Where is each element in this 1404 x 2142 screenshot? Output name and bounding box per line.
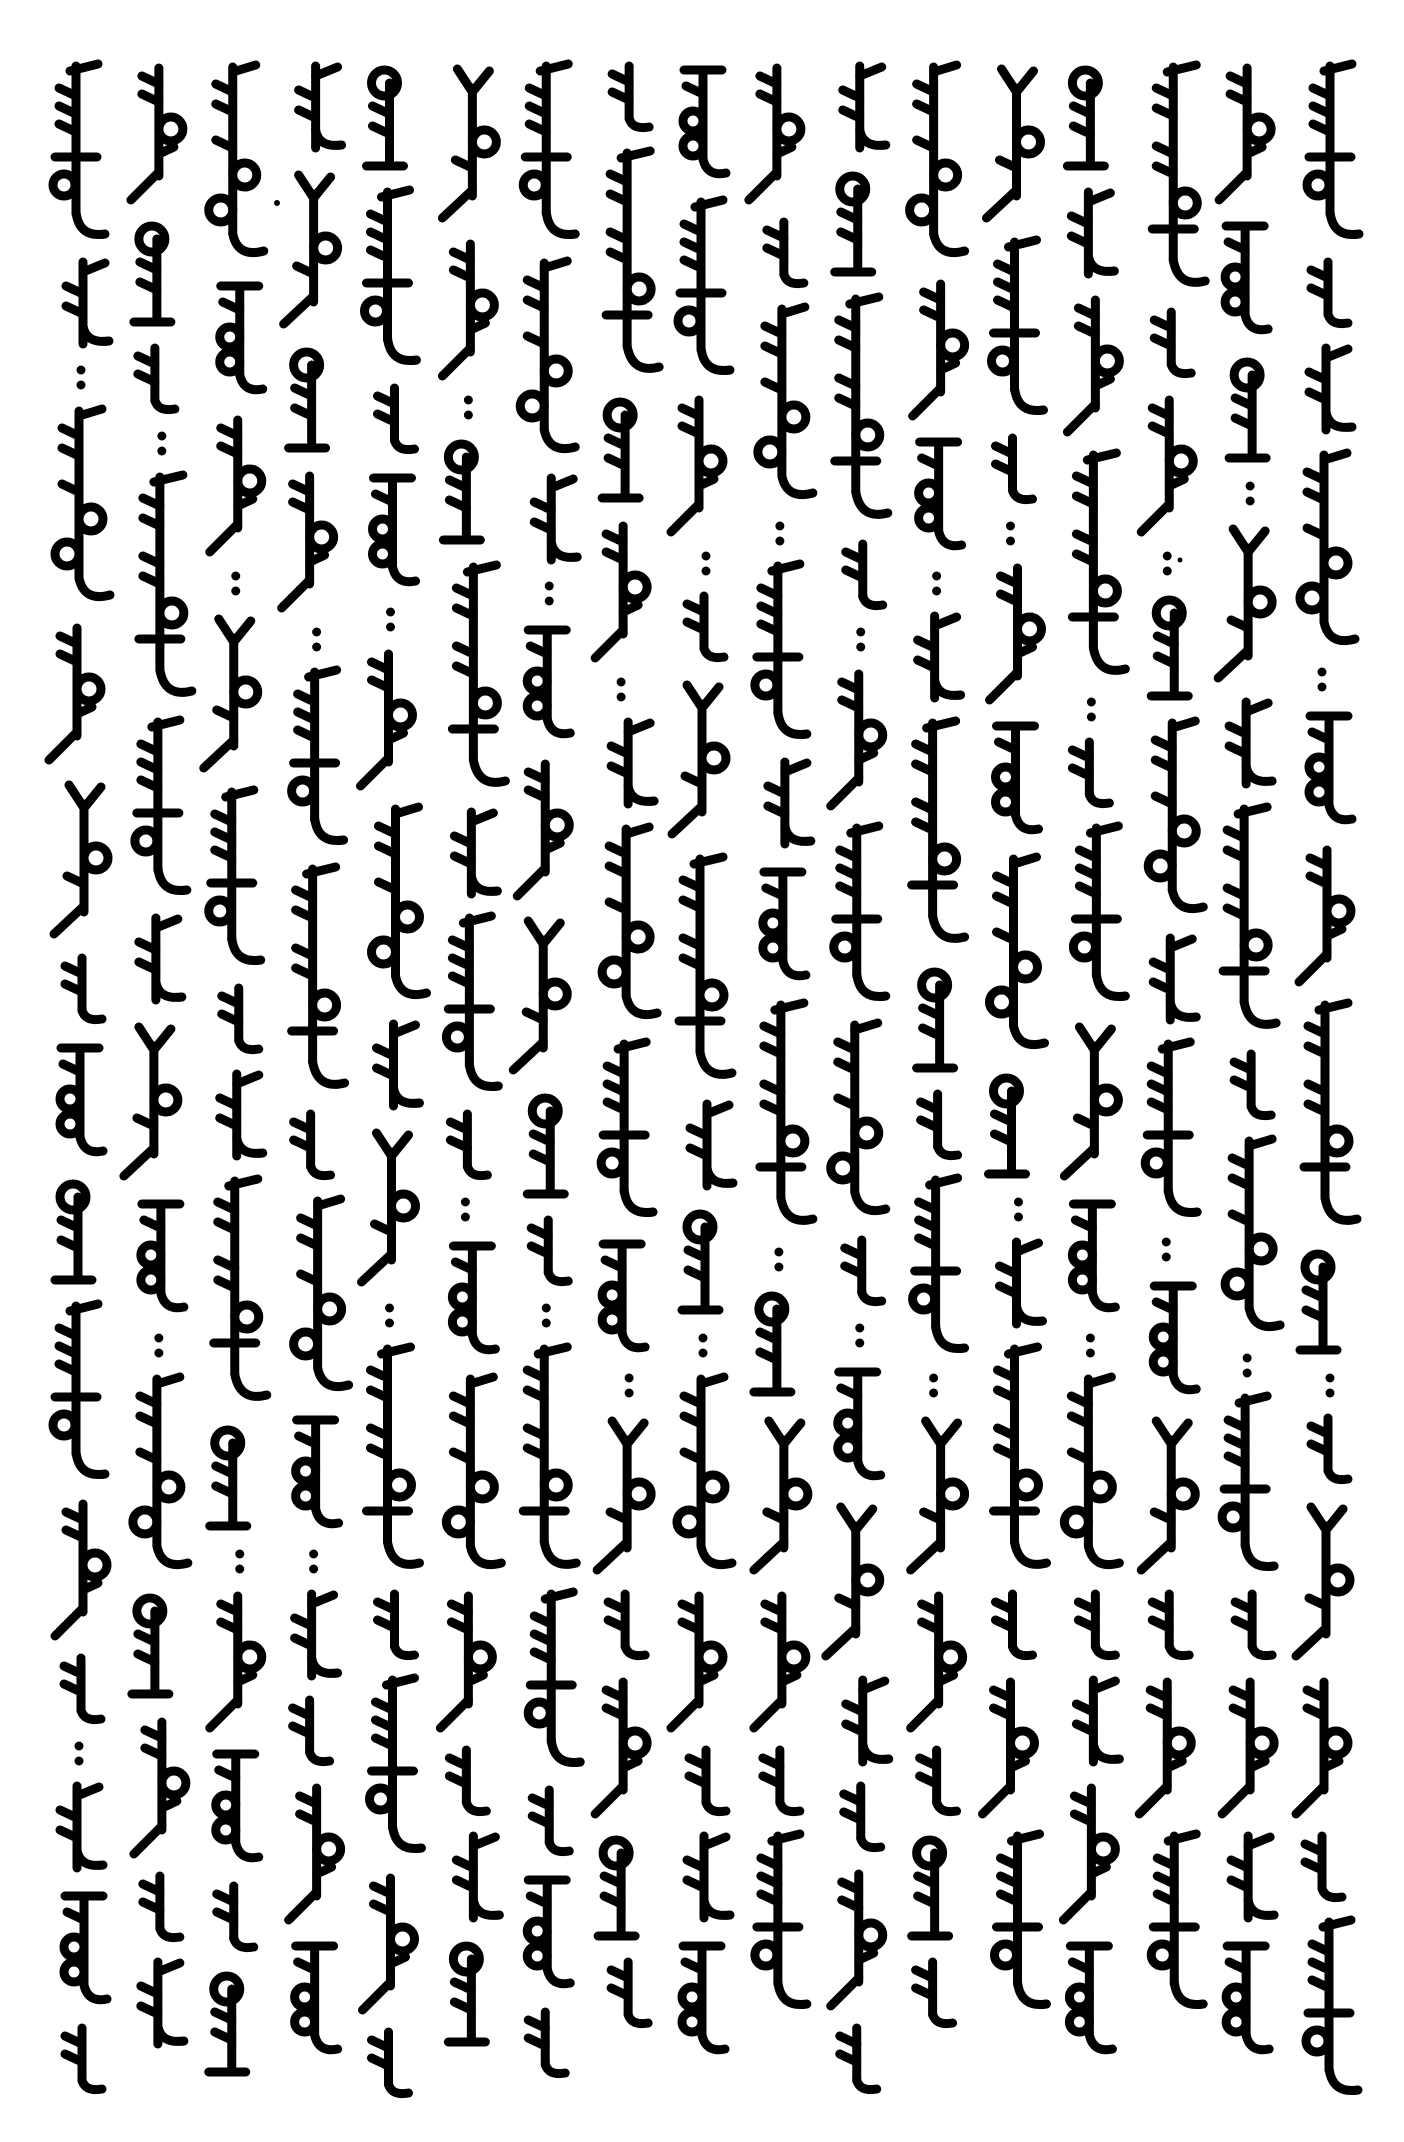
script-word <box>1151 1834 1203 2005</box>
script-word <box>363 1878 415 2010</box>
script-word <box>289 352 326 448</box>
punctuation-mark <box>699 1334 708 1358</box>
punctuation-mark <box>1243 1354 1252 1378</box>
scan-noise-speck <box>1178 558 1183 563</box>
script-word <box>1225 1139 1280 1327</box>
script-word <box>690 1104 733 1186</box>
script-word <box>528 1592 580 1763</box>
script-word <box>361 654 413 786</box>
script-word <box>517 764 569 896</box>
script-word <box>1000 1242 1043 1324</box>
script-word <box>1300 453 1355 641</box>
script-word <box>913 284 965 416</box>
punctuation-mark <box>855 1324 864 1348</box>
script-word <box>838 1372 881 1476</box>
script-word <box>1063 1788 1115 1920</box>
punctuation-mark <box>386 608 395 632</box>
script-word <box>913 1178 965 1349</box>
script-word <box>1072 453 1125 670</box>
script-word <box>143 1876 180 1938</box>
script-word <box>754 1296 791 1392</box>
script-word <box>60 1786 103 1868</box>
script-word <box>1078 1594 1115 1656</box>
script-word <box>1067 300 1119 432</box>
script-word <box>443 444 480 540</box>
script-word <box>446 916 498 1087</box>
script-word <box>911 1596 963 1728</box>
script-word <box>1151 600 1188 696</box>
script-word <box>1222 1682 1274 1814</box>
text-column-12 <box>910 65 965 2024</box>
script-word <box>754 1421 808 1570</box>
punctuation-mark <box>75 1742 84 1766</box>
script-word <box>763 1750 800 1812</box>
script-word <box>220 286 263 390</box>
script-word <box>921 1094 958 1156</box>
script-word <box>289 1788 341 1920</box>
punctuation-mark <box>625 1374 634 1398</box>
punctuation-mark <box>385 1304 394 1328</box>
script-word <box>367 1347 420 1564</box>
text-column-17 <box>1296 64 1359 2091</box>
script-word <box>294 1199 349 1387</box>
punctuation-mark <box>932 572 941 596</box>
script-word <box>758 307 813 495</box>
script-word <box>754 1596 806 1728</box>
script-word <box>64 1896 107 2000</box>
script-word <box>1229 362 1266 458</box>
script-word <box>687 596 724 658</box>
script-word <box>595 526 647 658</box>
script-word <box>523 1347 576 1564</box>
script-word <box>1153 1286 1196 1390</box>
script-word <box>994 1347 1047 1564</box>
script-word <box>365 190 417 361</box>
punctuation-mark <box>545 582 554 606</box>
script-word <box>1152 65 1205 282</box>
script-word <box>527 1098 564 1194</box>
script-word <box>214 1179 267 1396</box>
script-word <box>990 857 1045 1045</box>
script-word <box>1141 400 1193 532</box>
script-word <box>1145 1042 1197 1213</box>
script-word <box>534 478 577 560</box>
script-word <box>372 807 427 995</box>
script-word <box>370 1678 422 1849</box>
punctuation-mark <box>1087 698 1096 722</box>
script-word <box>527 630 570 734</box>
punctuation-mark <box>542 1304 551 1328</box>
script-word <box>612 66 649 128</box>
script-word <box>295 1946 338 2050</box>
text-column-11 <box>826 66 889 2090</box>
script-word <box>1073 826 1125 997</box>
script-word <box>835 297 888 514</box>
script-word <box>1296 1682 1348 1814</box>
script-word <box>210 1430 247 1526</box>
script-word <box>134 226 171 322</box>
script-word <box>292 670 344 841</box>
punctuation-mark <box>1086 1334 1095 1358</box>
script-word <box>687 1836 730 1918</box>
script-word <box>917 972 954 1068</box>
script-word <box>124 1027 178 1176</box>
script-word <box>611 722 654 804</box>
script-word <box>1306 1920 1358 2091</box>
script-word <box>60 1048 103 1152</box>
script-word <box>1234 1054 1271 1116</box>
script-word <box>442 69 496 218</box>
script-word <box>1304 1003 1357 1220</box>
script-word <box>132 1598 169 1694</box>
punctuation-mark <box>154 1334 163 1358</box>
script-word <box>678 200 730 371</box>
script-word <box>217 1886 254 1948</box>
script-word <box>1064 1027 1118 1176</box>
script-word <box>1222 1396 1274 1567</box>
script-word <box>840 2028 877 2090</box>
scan-noise-speck <box>468 1396 473 1401</box>
script-word <box>296 1420 339 1524</box>
script-word <box>846 1680 889 1762</box>
text-column-4 <box>282 66 349 2050</box>
script-word <box>141 1204 184 1308</box>
script-word <box>834 826 886 997</box>
script-word <box>1069 1946 1112 2050</box>
script-word <box>682 1214 719 1310</box>
script-word <box>1309 716 1352 820</box>
script-word <box>299 66 342 148</box>
script-word <box>1139 1682 1191 1814</box>
script-word <box>1223 807 1276 1024</box>
script-word <box>763 872 806 976</box>
script-word <box>523 64 575 235</box>
script-word <box>679 857 732 1074</box>
script-word <box>995 1834 1047 2005</box>
script-word <box>222 988 259 1050</box>
script-word <box>992 240 1044 411</box>
script-word <box>446 1377 501 1565</box>
script-word <box>677 1377 732 1565</box>
script-word <box>1218 529 1272 678</box>
script-word <box>1064 1377 1119 1565</box>
script-word <box>204 619 258 768</box>
script-word <box>216 1754 259 1858</box>
punctuation-mark <box>309 1550 318 1574</box>
script-word <box>532 1790 569 1852</box>
script-word <box>448 1946 485 2042</box>
script-word <box>912 721 965 938</box>
script-word <box>1072 742 1109 804</box>
script-word <box>53 1304 105 1475</box>
script-word <box>1072 1204 1115 1308</box>
script-word <box>990 568 1042 700</box>
script-word <box>513 921 567 1070</box>
script-word <box>55 1184 92 1280</box>
punctuation-mark <box>856 628 865 652</box>
text-column-7 <box>513 64 580 2074</box>
text-column-2 <box>124 68 192 2044</box>
script-word <box>1300 1254 1337 1350</box>
script-word <box>449 1750 486 1812</box>
script-word <box>210 420 262 552</box>
punctuation-mark <box>461 1198 470 1222</box>
punctuation-mark <box>702 552 711 576</box>
text-column-10 <box>749 68 813 2005</box>
punctuation-mark <box>1162 1238 1171 1262</box>
punctuation-mark <box>617 678 626 702</box>
script-word <box>598 1840 635 1936</box>
script-word <box>139 918 182 1000</box>
punctuation-mark <box>235 1550 244 1574</box>
script-word <box>831 1874 883 2006</box>
script-word <box>602 402 639 498</box>
script-word <box>611 1962 648 2024</box>
script-word <box>987 69 1041 218</box>
script-word <box>1154 312 1191 374</box>
script-word <box>983 1682 1035 1814</box>
script-word <box>844 1786 881 1848</box>
script-word <box>835 176 872 272</box>
punctuation-mark <box>1014 1198 1023 1222</box>
script-word <box>49 628 101 760</box>
script-word <box>65 2028 102 2090</box>
script-word <box>1235 1594 1272 1656</box>
script-word <box>1229 702 1272 784</box>
punctuation-mark <box>312 628 321 652</box>
script-word <box>65 958 102 1020</box>
script-word <box>377 1024 420 1106</box>
text-column-16 <box>1218 68 1280 2050</box>
script-word <box>689 1750 726 1812</box>
punctuation-mark <box>929 1374 938 1398</box>
script-word <box>378 1594 415 1656</box>
script-word <box>452 1246 495 1350</box>
punctuation-mark <box>231 572 240 596</box>
script-word <box>755 1834 807 2005</box>
punctuation-mark <box>1246 482 1255 506</box>
script-word <box>64 1658 101 1720</box>
scan-noise-speck <box>274 200 280 206</box>
text-column-15 <box>1139 65 1205 2005</box>
script-word <box>920 1750 957 1812</box>
script-word <box>139 475 192 692</box>
script-word <box>606 151 659 368</box>
script-word <box>131 68 183 200</box>
script-word <box>373 478 416 582</box>
script-word <box>595 1682 647 1814</box>
script-word <box>1305 1836 1342 1898</box>
punctuation-mark <box>775 522 784 546</box>
script-word <box>1311 262 1348 324</box>
script-word <box>1067 70 1104 166</box>
script-word <box>220 1074 263 1156</box>
script-word <box>284 175 338 324</box>
script-word <box>749 68 801 200</box>
script-word <box>1311 1418 1348 1480</box>
script-word <box>919 442 962 546</box>
script-word <box>996 726 1039 830</box>
script-word <box>1076 1680 1119 1762</box>
script-word <box>1299 850 1351 982</box>
punctuation-mark <box>774 1248 783 1272</box>
text-column-3 <box>204 65 267 2072</box>
text-column-5 <box>361 70 427 2094</box>
script-word <box>53 64 105 235</box>
script-word <box>996 1594 1033 1656</box>
text-column-13 <box>983 69 1047 2005</box>
text-column-1 <box>49 64 110 2090</box>
script-word <box>831 1023 886 1211</box>
text-column-9 <box>671 70 733 2050</box>
script-word <box>918 616 961 698</box>
script-word <box>292 867 345 1084</box>
script-word <box>1225 226 1268 330</box>
script-word <box>367 70 404 166</box>
script-word <box>831 674 883 806</box>
script-word <box>989 1078 1026 1174</box>
script-word <box>378 388 415 450</box>
script-word <box>531 1220 568 1282</box>
script-word <box>1231 1836 1274 1918</box>
script-word <box>916 1962 953 2024</box>
script-word <box>134 1722 186 1854</box>
script-word <box>141 1962 184 2044</box>
script-word <box>138 348 175 410</box>
script-word <box>1071 192 1114 274</box>
script-word <box>602 1244 645 1348</box>
script-word <box>1296 1507 1350 1656</box>
script-word <box>1153 938 1196 1020</box>
script-word <box>597 1421 651 1570</box>
script-word <box>1148 721 1203 909</box>
script-word <box>1219 68 1271 200</box>
script-word <box>1141 1421 1195 1570</box>
script-word <box>683 70 726 174</box>
text-column-8 <box>595 66 659 2024</box>
script-word <box>520 261 575 449</box>
script-word <box>767 222 804 284</box>
script-word <box>1152 1594 1189 1656</box>
script-word <box>528 2012 565 2074</box>
script-word <box>682 1946 725 2050</box>
script-word <box>1226 1946 1269 2050</box>
punctuation-mark <box>1318 668 1327 692</box>
script-word <box>294 1114 331 1176</box>
script-word <box>760 1003 813 1220</box>
script-word <box>843 66 886 148</box>
punctuation-mark <box>1163 552 1172 576</box>
script-word <box>293 1700 330 1762</box>
punctuation-mark <box>1006 522 1015 546</box>
script-word <box>1307 64 1359 235</box>
script-word <box>911 1421 965 1570</box>
script-word <box>209 790 261 961</box>
script-word <box>601 1042 653 1213</box>
script-word <box>454 812 497 894</box>
script-word <box>845 1240 882 1302</box>
script-word <box>826 1507 880 1656</box>
script-word <box>912 1840 949 1936</box>
script-word <box>282 476 334 608</box>
script-word <box>608 1594 645 1656</box>
punctuation-mark <box>77 366 86 390</box>
script-word <box>442 244 494 376</box>
script-word <box>527 1880 570 1984</box>
script-word <box>452 565 505 782</box>
script-word <box>210 1596 262 1728</box>
script-word <box>755 564 807 735</box>
script-word <box>209 65 264 253</box>
script-word <box>1309 348 1352 430</box>
script-word <box>672 685 726 834</box>
script-word <box>372 2032 409 2094</box>
script-word <box>846 544 883 606</box>
script-word <box>671 1596 723 1728</box>
text-column-14 <box>1063 70 1125 2050</box>
script-word <box>66 262 109 344</box>
punctuation-mark <box>464 396 473 420</box>
script-word <box>450 1114 487 1176</box>
script-word <box>54 785 108 934</box>
script-word <box>768 762 811 844</box>
script-word <box>55 1504 107 1636</box>
script-word <box>133 1377 188 1565</box>
script-word <box>996 438 1033 500</box>
script-word <box>602 827 657 1015</box>
punctuation-mark <box>1326 1374 1335 1398</box>
script-word <box>55 409 110 597</box>
script-word <box>910 65 965 253</box>
script-word <box>135 720 187 891</box>
punctuation-mark <box>157 432 166 456</box>
script-word <box>456 1836 499 1918</box>
script-word <box>209 1976 246 2072</box>
script-word <box>295 1594 338 1676</box>
script-word <box>362 1133 416 1282</box>
script-word <box>440 1596 492 1728</box>
script-word <box>671 400 723 532</box>
text-column-6 <box>440 69 505 2042</box>
